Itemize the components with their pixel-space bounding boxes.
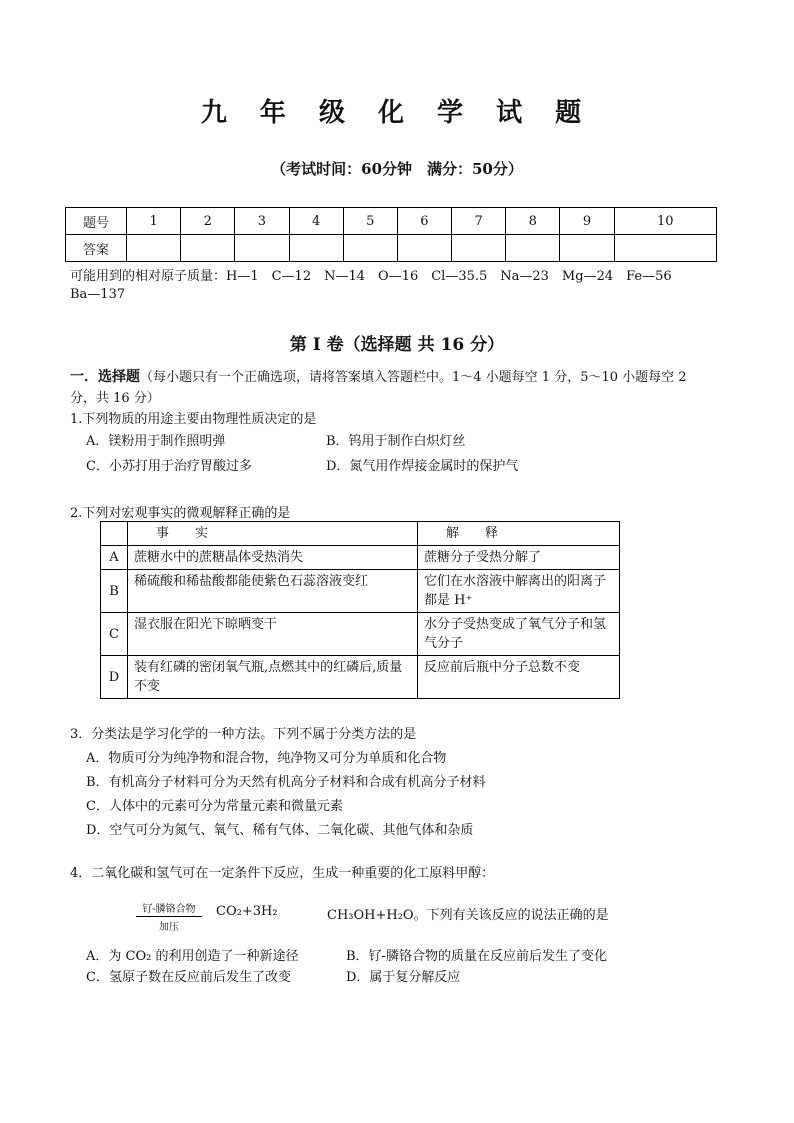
q2-row-explain: 它们在水溶液中解离出的阳离子都是 H⁺ (418, 570, 620, 613)
q4-option-d[interactable]: D．属于复分解反应 (346, 970, 461, 985)
answer-cell[interactable] (181, 235, 235, 262)
answer-cell[interactable] (127, 235, 181, 262)
answer-table-number-row (66, 208, 717, 235)
q4-option-a[interactable]: A．为 CO₂ 的利用创造了一种新途径 (86, 949, 299, 964)
reaction-arrow (136, 916, 202, 917)
answer-cell[interactable] (452, 235, 506, 262)
q1-option-c[interactable]: C．小苏打用于治疗胃酸过多 (86, 459, 252, 474)
q4-option-b[interactable]: B．钌-膦铬合物的质量在反应前后发生了变化 (346, 949, 607, 964)
question-number: 6 (397, 208, 451, 235)
q2-col-fact: 事 实 (128, 522, 418, 546)
atomic-masses-line2: Ba—137 (70, 287, 126, 302)
q2-row-explain: 反应前后瓶中分子总数不变 (418, 656, 620, 699)
section-instructions (70, 366, 687, 386)
answer-cell[interactable] (614, 235, 716, 262)
question-number: 1 (127, 208, 181, 235)
question-number: 3 (235, 208, 289, 235)
q2-row-c[interactable] (101, 613, 620, 656)
q2-row-b[interactable] (101, 570, 620, 613)
section-instructions-line2: 分，共 16 分） (70, 391, 160, 406)
q3-option-a[interactable]: A．物质可分为纯净物和混合物，纯净物又可分为单质和化合物 (86, 751, 447, 766)
q2-table-header (101, 522, 620, 546)
q2-col-explain: 解 释 (418, 522, 620, 546)
q2-row-d[interactable] (101, 656, 620, 699)
reaction-reactants: CO₂+3H₂ (216, 904, 278, 919)
q3-option-d[interactable]: D．空气可分为氮气、氧气、稀有气体、二氧化碳、其他气体和杂质 (86, 823, 474, 838)
section-heading: 一．选择题 (70, 369, 140, 385)
answer-label: 答案 (66, 235, 127, 262)
q2-row-fact: 湿衣服在阳光下晾晒变干 (128, 613, 418, 656)
q4-stem: 4．二氧化碳和氢气可在一定条件下反应，生成一种重要的化工原料甲醇： (70, 866, 495, 881)
section-instructions-text: （每小题只有一个正确选项，请将答案填入答题栏中。1～4 小题每空 1 分，5～10 小题每空 2 (140, 370, 687, 385)
answer-table (65, 207, 717, 262)
q1-option-b[interactable]: B．钨用于制作白炽灯丝 (326, 434, 466, 449)
reaction-products-question: CH₃OH+H₂O。下列有关该反应的说法正确的是 (327, 908, 609, 923)
reaction-condition (136, 900, 202, 933)
q2-table (100, 521, 620, 699)
atomic-masses-line1: 可能用到的相对原子质量：H—1 C—12 N—14 O—16 Cl—35.5 Na—23 Mg—24 Fe—56 (70, 269, 672, 284)
q2-row-explain: 水分子受热变成了氧气分子和氢气分子 (418, 613, 620, 656)
q1-option-a[interactable]: A．镁粉用于制作照明弹 (86, 434, 226, 449)
q2-row-letter: D (101, 656, 128, 699)
q2-row-letter: A (101, 546, 128, 570)
q2-row-explain: 蔗糖分子受热分解了 (418, 546, 620, 570)
answer-cell[interactable] (343, 235, 397, 262)
answer-cell[interactable] (289, 235, 343, 262)
question-number: 2 (181, 208, 235, 235)
q4-option-c[interactable]: C．氢原子数在反应前后发生了改变 (86, 970, 291, 985)
q3-option-c[interactable]: C．人体中的元素可分为常量元素和微量元素 (86, 799, 343, 814)
q2-row-letter: B (101, 570, 128, 613)
answer-cell[interactable] (397, 235, 451, 262)
answer-table-answer-row (66, 235, 717, 262)
q3-option-b[interactable]: B．有机高分子材料可分为天然有机高分子材料和合成有机高分子材料 (86, 775, 486, 790)
q3-stem: 3．分类法是学习化学的一种方法。下列不属于分类方法的是 (70, 727, 417, 742)
q2-row-a[interactable] (101, 546, 620, 570)
answer-cell[interactable] (506, 235, 560, 262)
question-number: 7 (452, 208, 506, 235)
q2-row-fact: 装有红磷的密闭氧气瓶,点燃其中的红磷后,质量不变 (128, 656, 418, 699)
q2-row-fact: 蔗糖水中的蔗糖晶体受热消失 (128, 546, 418, 570)
q2-row-fact: 稀硫酸和稀盐酸都能使紫色石蕊溶液变红 (128, 570, 418, 613)
question-number-label: 题号 (66, 208, 127, 235)
answer-cell[interactable] (235, 235, 289, 262)
exam-title: 九 年 级 化 学 试 题 (200, 98, 594, 128)
q1-option-d[interactable]: D．氮气用作焊接金属时的保护气 (326, 459, 519, 474)
exam-subtitle: （考试时间：60分钟 满分：50分） (271, 160, 523, 178)
question-number: 4 (289, 208, 343, 235)
answer-cell[interactable] (560, 235, 614, 262)
question-number: 5 (343, 208, 397, 235)
reaction-pressure: 加压 (159, 922, 179, 933)
question-number: 9 (560, 208, 614, 235)
q2-row-letter: C (101, 613, 128, 656)
q2-stem: 2.下列对宏观事实的微观解释正确的是 (70, 506, 291, 521)
question-number: 10 (614, 208, 716, 235)
reaction-catalyst: 钌-膦铬合物 (142, 904, 196, 915)
question-number: 8 (506, 208, 560, 235)
section-title: 第 I 卷（选择题 共 16 分） (289, 335, 505, 355)
q1-stem: 1.下列物质的用途主要由物理性质决定的是 (70, 412, 317, 427)
